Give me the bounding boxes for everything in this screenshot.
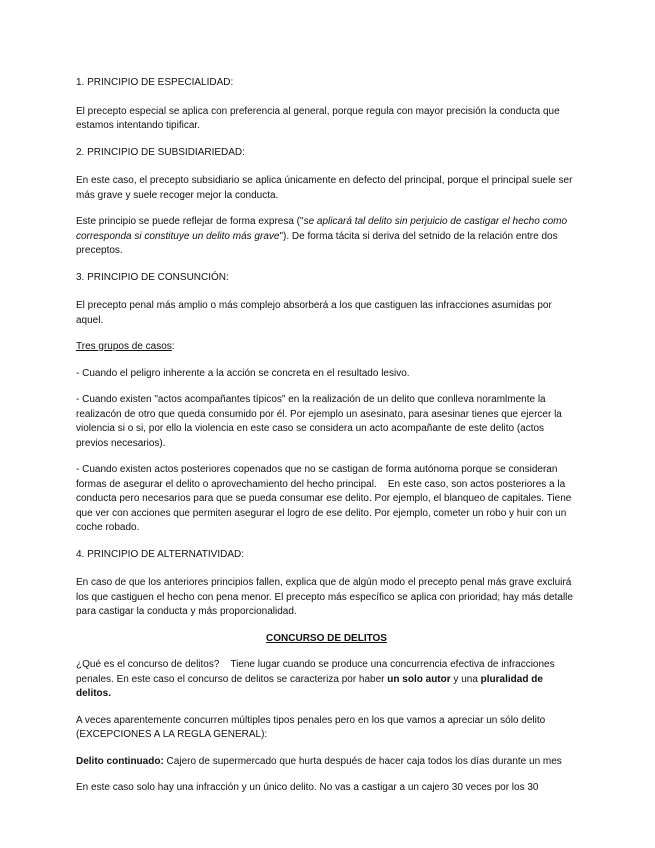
paragraph [76, 340, 577, 355]
paragraph: En caso de que los anteriores principios fallen, explica que de algún modo el precepto penal más grave excluirá los que castiguen el hecho con pena menor. El precepto más específico se aplica con prioridad; hay más detalle para castigar la conducta y más proporcionalidad. [76, 577, 573, 617]
paragraph: El precepto especial se aplica con preferencia al general, porque regula con mayor precisión la conducta que estamos intentando tipificar. [76, 105, 560, 131]
paragraph: En este caso solo hay una infracción y un único delito. No vas a castigar a un cajero 30 veces por los 30 [76, 782, 539, 793]
paragraph [76, 658, 577, 702]
paragraph: A veces aparentemente concurren múltiples tipos penales pero en los que vamos a apreciar un sólo delito (EXCEPCIONES A LA REGLA GENERAL): [76, 714, 546, 740]
bold-text: pluralidad de delitos. [76, 673, 546, 699]
section-heading-consuncion: 3. PRINCIPIO DE CONSUNCIÓN: [76, 271, 229, 283]
paragraph: En este caso, el precepto subsidiario se aplica únicamente en defecto del principal, porque el principal suele ser más grave y suele recoger mejor la conducta. [76, 175, 573, 201]
list-item: - Cuando el peligro inherente a la acción se concreta en el resultado lesivo. [76, 367, 410, 379]
text: "). De forma tácita si deriva del setnido de la relación entre dos preceptos. [76, 230, 558, 256]
paragraph [76, 215, 577, 259]
section-title-concurso: CONCURSO DE DELITOS [266, 632, 387, 644]
text: y una [450, 673, 481, 685]
list-item: - Cuando existen actos posteriores copenados que no se castigan de forma autónoma porque se consideran formas de asegurar el delito o aprovechamiento del hecho principal. En este caso, son actos posteriores a la conducta pero necesarios para que se pueda consumar ese delito. Por ejemplo, el blanqueo de capitales. Tiene que ver con acciones que permiten asegurar el logro de ese delito. Por ejemplo, cometer un robo y huir con un coche robado. [76, 464, 575, 533]
text: ¿Qué es el concurso de delitos? Tiene lugar cuando se produce una concurrencia efectiva de infracciones penales. En este caso el concurso de delitos se caracteriza por haber [76, 659, 558, 685]
section-heading-alternatividad: 4. PRINCIPIO DE ALTERNATIVIDAD: [76, 548, 244, 560]
bold-text: un solo autor [387, 673, 451, 685]
paragraph: El precepto penal más amplio o más complejo absorberá a los que castiguen las infracciones asumidas por aquel. [76, 300, 552, 326]
underlined-label: Tres grupos de casos [76, 341, 172, 352]
italic-quote: se aplicará tal delito sin perjuicio de castigar el hecho como corresponda si constituye un delito más grave [76, 216, 568, 242]
list-item: - Cuando existen "actos acompañantes típicos" en la realización de un delito que conlleva noramlmente la realizacón de otro que queda consumido por él. Por ejemplo un asesinato, para asesinar tienes que ejercer la violencia si o si, por ello la violencia en este caso se considera un acto acompañante de este delito (actos previos necesarios). [76, 394, 562, 449]
text: Este principio se puede reflejar de forma expresa (" [76, 216, 304, 227]
bold-label: Delito continuado: [76, 755, 164, 767]
paragraph [76, 755, 577, 770]
section-heading-especialidad: 1. PRINCIPIO DE ESPECIALIDAD: [76, 77, 234, 88]
text: Cajero de supermercado que hurta después de hacer caja todos los días durante un mes [163, 755, 562, 767]
section-heading-subsidiariedad: 2. PRINCIPIO DE SUBSIDIARIEDAD: [76, 146, 245, 158]
text: : [171, 341, 175, 352]
